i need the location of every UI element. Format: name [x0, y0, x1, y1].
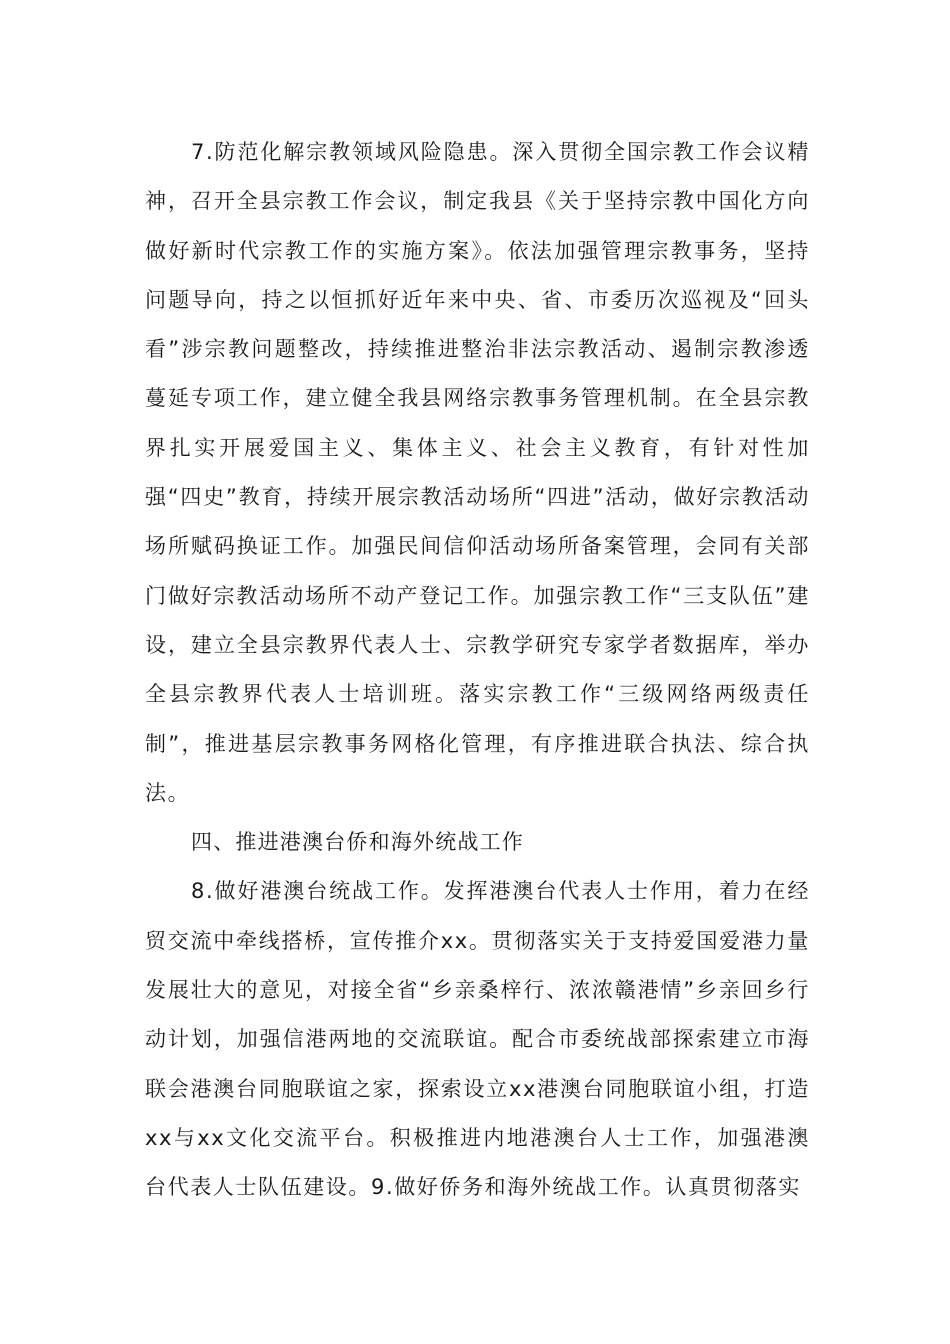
section-heading: 四、推进港澳台侨和海外统战工作	[191, 830, 524, 855]
document-body	[145, 128, 810, 1213]
paragraph-item-8: 8.做好港澳台统战工作。发挥港澳台代表人士作用，着力在经贸交流中牵线搭桥，宣传推介xx。贯彻落实关于支持爱国爱港力量发展壮大的意见，对接全省“乡亲桑梓行、浓浓赣港情”乡亲回乡行动计划，加强信港两地的交流联谊。配合市委统战部探索建立市海联会港澳台同胞联谊之家，探索设立xx港澳台同胞联谊小组，打造xx与xx文化交流平台。积极推进内地港澳台人士工作，加强港澳台代表人士队伍建设。9.做好侨务和海外统战工作。认真贯彻落实	[145, 879, 810, 1200]
paragraph-item-7: 7.防范化解宗教领域风险隐患。深入贯彻全国宗教工作会议精神，召开全县宗教工作会议，制定我县《关于坚持宗教中国化方向做好新时代宗教工作的实施方案》。依法加强管理宗教事务，坚持问题导向，持之以恒抓好近年来中央、省、市委历次巡视及“回头看”涉宗教问题整改，持续推进整治非法宗教活动、遏制宗教渗透蔓延专项工作，建立健全我县网络宗教事务管理机制。在全县宗教界扎实开展爱国主义、集体主义、社会主义教育，有针对性加强“四史”教育，持续开展宗教活动场所“四进”活动，做好宗教活动场所赋码换证工作。加强民间信仰活动场所备案管理，会同有关部门做好宗教活动场所不动产登记工作。加强宗教工作“三支队伍”建设，建立全县宗教界代表人士、宗教学研究专家学者数据库，举办全县宗教界代表人士培训班。落实宗教工作“三级网络两级责任制”，推进基层宗教事务网格化管理，有序推进联合执法、综合执法。	[145, 140, 810, 805]
